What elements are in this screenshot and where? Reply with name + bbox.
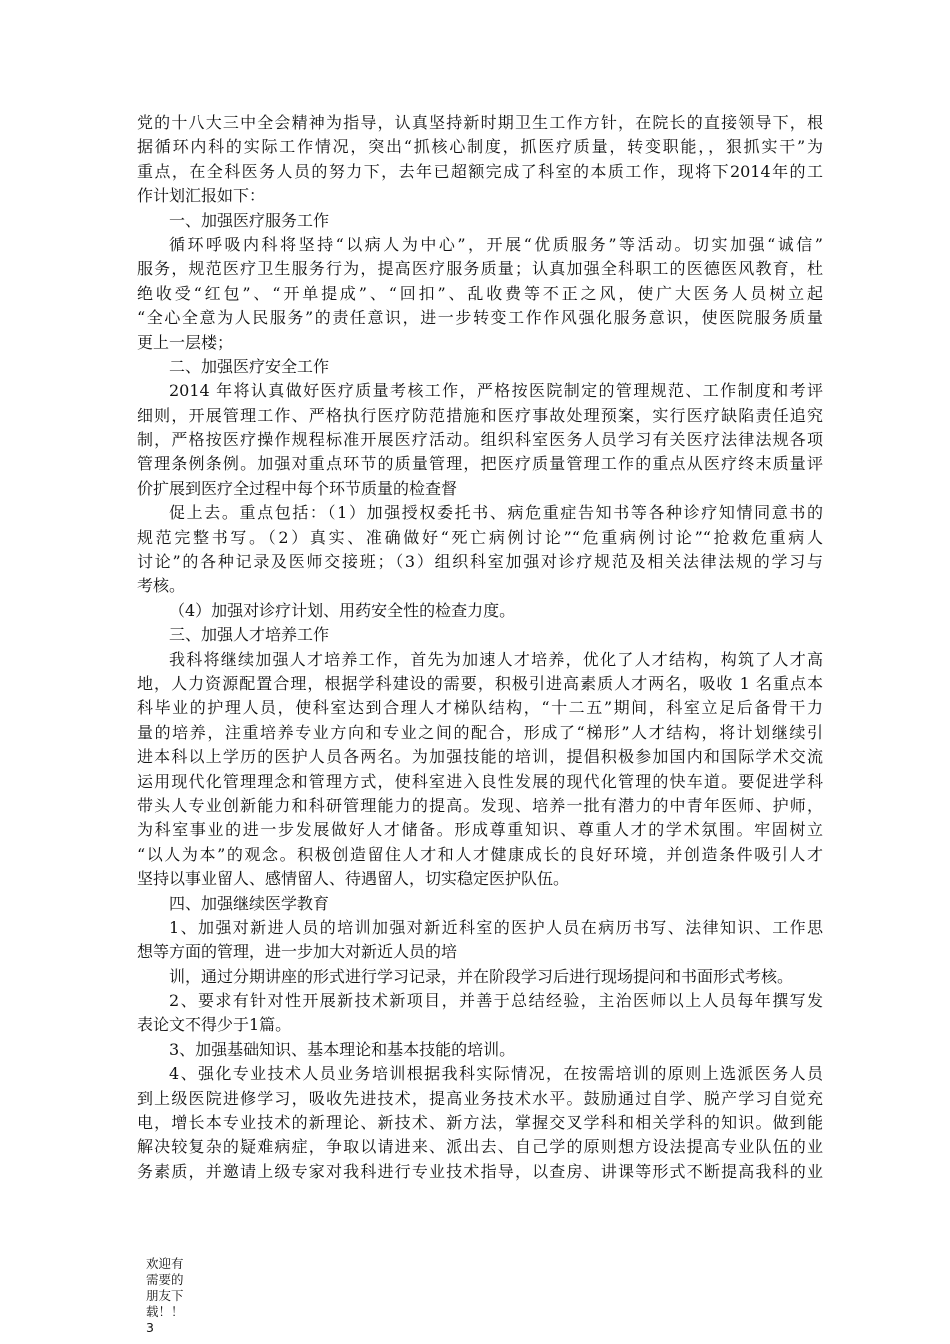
text-line: 带头人专业创新能力和科研管理能力的提高。发现、培养一批有潜力的中青年医师、护师， [137,795,823,815]
text-line: 更上一层楼； [137,332,234,352]
text-line: 解决较复杂的疑难病症，争取以请进来、派出去、自己学的原则想方设法提高专业队伍的业 [137,1137,823,1157]
text-line: 重点，在全科医务人员的努力下，去年已超额完成了科室的本质工作，现将下2014年的工 [137,161,823,181]
document-body [137,111,823,1184]
text-line: 4、强化专业技术人员业务培训根据我科实际情况，在按需培训的原则上选派医务人员 [169,1064,823,1084]
text-line: 作计划汇报如下： [137,186,266,206]
text-line: “以人为本”的观念。积极创造留住人才和人才健康成长的良好环境，并创造条件吸引人才 [137,844,823,864]
text-line: 绝收受“红包”、“开单提成”、“回扣”、乱收费等不正之风，使广大医务人员树立起 [137,283,823,303]
text-line: 2、要求有针对性开展新技术新项目，并善于总结经验，主治医师以上人员每年撰写发 [169,991,823,1011]
text-line: 2014 年将认真做好医疗质量考核工作，严格按医院制定的管理规范、工作制度和考评 [169,381,823,401]
text-line: 运用现代化管理理念和管理方式，使科室进入良性发展的现代化管理的快车道。要促进学科 [137,771,823,791]
text-line: 1、加强对新进人员的培训加强对新近科室的医护人员在病历书写、法律知识、工作思 [169,917,823,937]
text-line: 服务，规范医疗卫生服务行为，提高医疗服务质量；认真加强全科职工的医德医风教育，杜 [137,259,823,279]
footer-line: 欢迎有 [146,1256,184,1271]
text-line: 循环呼吸内科将坚持“以病人为中心”，开展“优质服务”等活动。切实加强“诚信” [169,234,823,254]
text-line: 坚持以事业留人、感情留人、待遇留人，切实稳定医护队伍。 [137,869,570,889]
text-line: 3、加强基础知识、基本理论和基本技能的培训。 [169,1039,516,1059]
text-line: 务素质，并邀请上级专家对我科进行专业技术指导，以查房、讲课等形式不断提高我科的业 [137,1161,823,1181]
text-line: 电，增长本专业技术的新理论、新技术、新方法，掌握交叉学科和相关学科的知识。做到能 [137,1113,823,1133]
text-line: 价扩展到医疗全过程中每个环节质量的检查督 [137,478,458,498]
footer-note [146,1256,206,1336]
text-line: 三、加强人才培养工作 [169,625,330,645]
text-line: 党的十八大三中全会精神为指导，认真坚持新时期卫生工作方针，在院长的直接领导下，根 [137,113,823,132]
text-line: 为科室事业的进一步发展做好人才储备。形成尊重知识、尊重人才的学术氛围。牢固树立 [137,820,823,840]
text-line: 四、加强继续医学教育 [169,893,330,913]
text-line: （4）加强对诊疗计划、用药安全性的检查力度。 [169,600,516,620]
text-line: 促上去。重点包括：（1）加强授权委托书、病危重症告知书等各种诊疗知情同意书的 [169,503,823,523]
text-line: 地，人力资源配置合理，根据学科建设的需要，积极引进高素质人才两名，吸收 1 名重点本 [137,673,823,693]
footer-line: 需要的 [146,1272,184,1287]
text-line: 到上级医院进修学习，吸收先进技术，提高业务技术水平。鼓励通过自学、脱产学习自觉充 [137,1088,823,1108]
text-line: 想等方面的管理，进一步加大对新近人员的培 [137,942,458,962]
text-line: 二、加强医疗安全工作 [169,356,330,376]
text-line: 据循环内科的实际工作情况，突出“抓核心制度，抓医疗质量，转变职能，，狠抓实干”为 [137,137,823,157]
text-line: 细则，开展管理工作、严格执行医疗防范措施和医疗事故处理预案，实行医疗缺陷责任追究 [137,405,823,425]
text-line: “全心全意为人民服务”的责任意识，进一步转变工作作风强化服务意识，使医院服务质量 [137,308,823,328]
text-line: 制，严格按医疗操作规程标准开展医疗活动。组织科室医务人员学习有关医疗法律法规各项 [137,430,823,450]
footer-line: 载！！ [146,1304,184,1319]
text-line: 一、加强医疗服务工作 [169,210,330,230]
text-line: 讨论”的各种记录及医师交接班；（3）组织科室加强对诊疗规范及相关法律法规的学习与 [137,552,823,572]
text-line: 科毕业的护理人员，使科室达到合理人才梯队结构，“十二五”期间，科室立足后备骨干力 [137,698,823,718]
text-line: 管理条例条例。加强对重点环节的质量管理，把医疗质量管理工作的重点从医疗终末质量评 [137,454,823,474]
text-line: 量的培养，注重培养专业方向和专业之间的配合，形成了“梯形”人才结构，将计划继续引 [137,722,823,742]
text-line: 训，通过分期讲座的形式进行学习记录，并在阶段学习后进行现场提问和书面形式考核。 [169,966,794,986]
text-line: 进本科以上学历的医护人员各两名。为加强技能的培训，提倡积极参加国内和国际学术交流 [137,747,823,767]
text-line: 规范完整书写。（2）真实、准确做好“死亡病例讨论”“危重病例讨论”“抢救危重病人 [137,527,823,547]
text-line: 我科将继续加强人才培养工作，首先为加速人才培养，优化了人才结构，构筑了人才高 [169,649,823,669]
page-number: 3 [146,1320,154,1335]
text-line: 考核。 [137,576,186,596]
text-line: 表论文不得少于1篇。 [137,1015,292,1035]
footer-line: 朋友下 [146,1288,184,1303]
